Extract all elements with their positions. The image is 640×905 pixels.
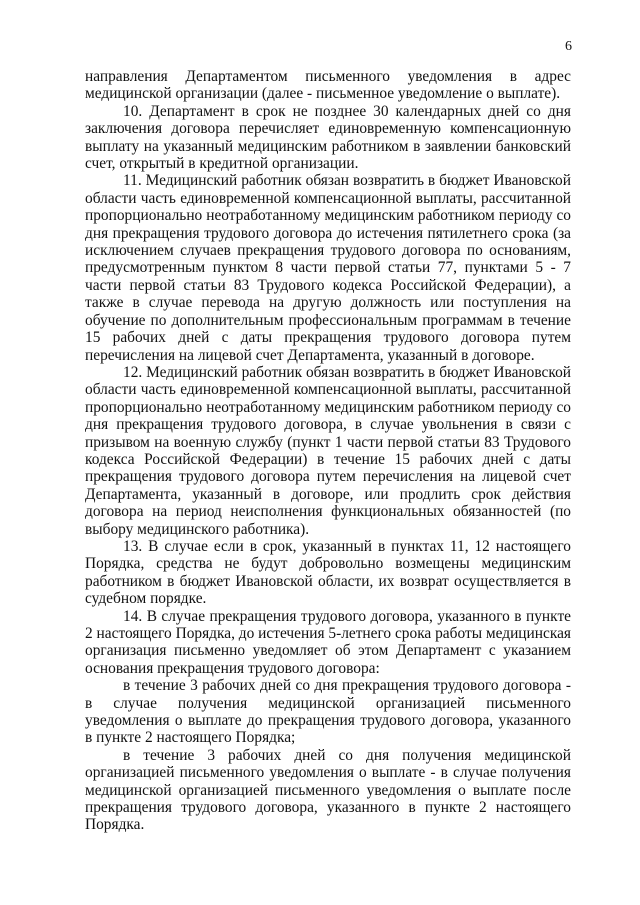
- paragraph-12: 12. Медицинский работник обязан возвратить в бюджет Ивановской области часть единовременной компенсационной выплаты, рассчитанной пропорционально неотработанному медицинским работником периоду со дня прекращения трудового договора, в случае увольнения в связи с призывом на военную службу (пункт 1 части первой статьи 83 Трудового кодекса Российской Федерации) в течение 15 рабочих дней с даты прекращения трудового договора путем перечисления на лицевой счет Департамента, указанный в договоре, или продлить срок действия договора на период неисполнения функциональных обязанностей (по выбору медицинского работника).: [85, 363, 571, 538]
- paragraph-14-item-1: в течение 3 рабочих дней со дня прекращения трудового договора - в случае получения медицинской организацией письменного уведомления о выплате до прекращения трудового договора, указанного в пункте 2 настоящего Порядка;: [85, 677, 571, 747]
- paragraph-continuation: направления Департаментом письменного уведомления в адрес медицинской организации (далее - письменное уведомление о выплате).: [85, 68, 571, 103]
- page-number: 6: [565, 39, 572, 54]
- paragraph-14-item-2: в течение 3 рабочих дней со дня получения медицинской организацией письменного уведомления о выплате - в случае получения медицинской организацией письменного уведомления о выплате после прекращения трудового договора, указанного в пункте 2 настоящего Порядка.: [85, 746, 571, 834]
- document-body: [85, 68, 571, 834]
- paragraph-13: 13. В случае если в срок, указанный в пунктах 11, 12 настоящего Порядка, средства не будут добровольно возмещены медицинским работником в бюджет Ивановской области, их возврат осуществляется в судебном порядке.: [85, 537, 571, 608]
- paragraph-11: 11. Медицинский работник обязан возвратить в бюджет Ивановской области часть единовременной компенсационной выплаты, рассчитанной пропорционально неотработанному медицинским работником периоду со дня прекращения трудового договора до истечения пятилетнего срока (за исключением случаев прекращения трудового договора по основаниям, предусмотренным пунктом 8 части первой статьи 77, пунктами 5 - 7 части первой статьи 83 Трудового кодекса Российской Федерации), а также в случае перевода на другую должность или поступления на обучение по дополнительным профессиональным программам в течение 15 рабочих дней с даты прекращения трудового договора путем перечисления на лицевой счет Департамента, указанный в договоре.: [85, 172, 571, 364]
- paragraph-10: 10. Департамент в срок не позднее 30 календарных дней со дня заключения договора перечисляет единовременную компенсационную выплату на указанный медицинским работником в заявлении банковский счет, открытый в кредитной организации.: [85, 102, 571, 173]
- paragraph-14: 14. В случае прекращения трудового договора, указанного в пункте 2 настоящего Порядка, до истечения 5-летнего срока работы медицинская организация письменно уведомляет об этом Департамент с указанием основания прекращения трудового договора:: [85, 607, 572, 677]
